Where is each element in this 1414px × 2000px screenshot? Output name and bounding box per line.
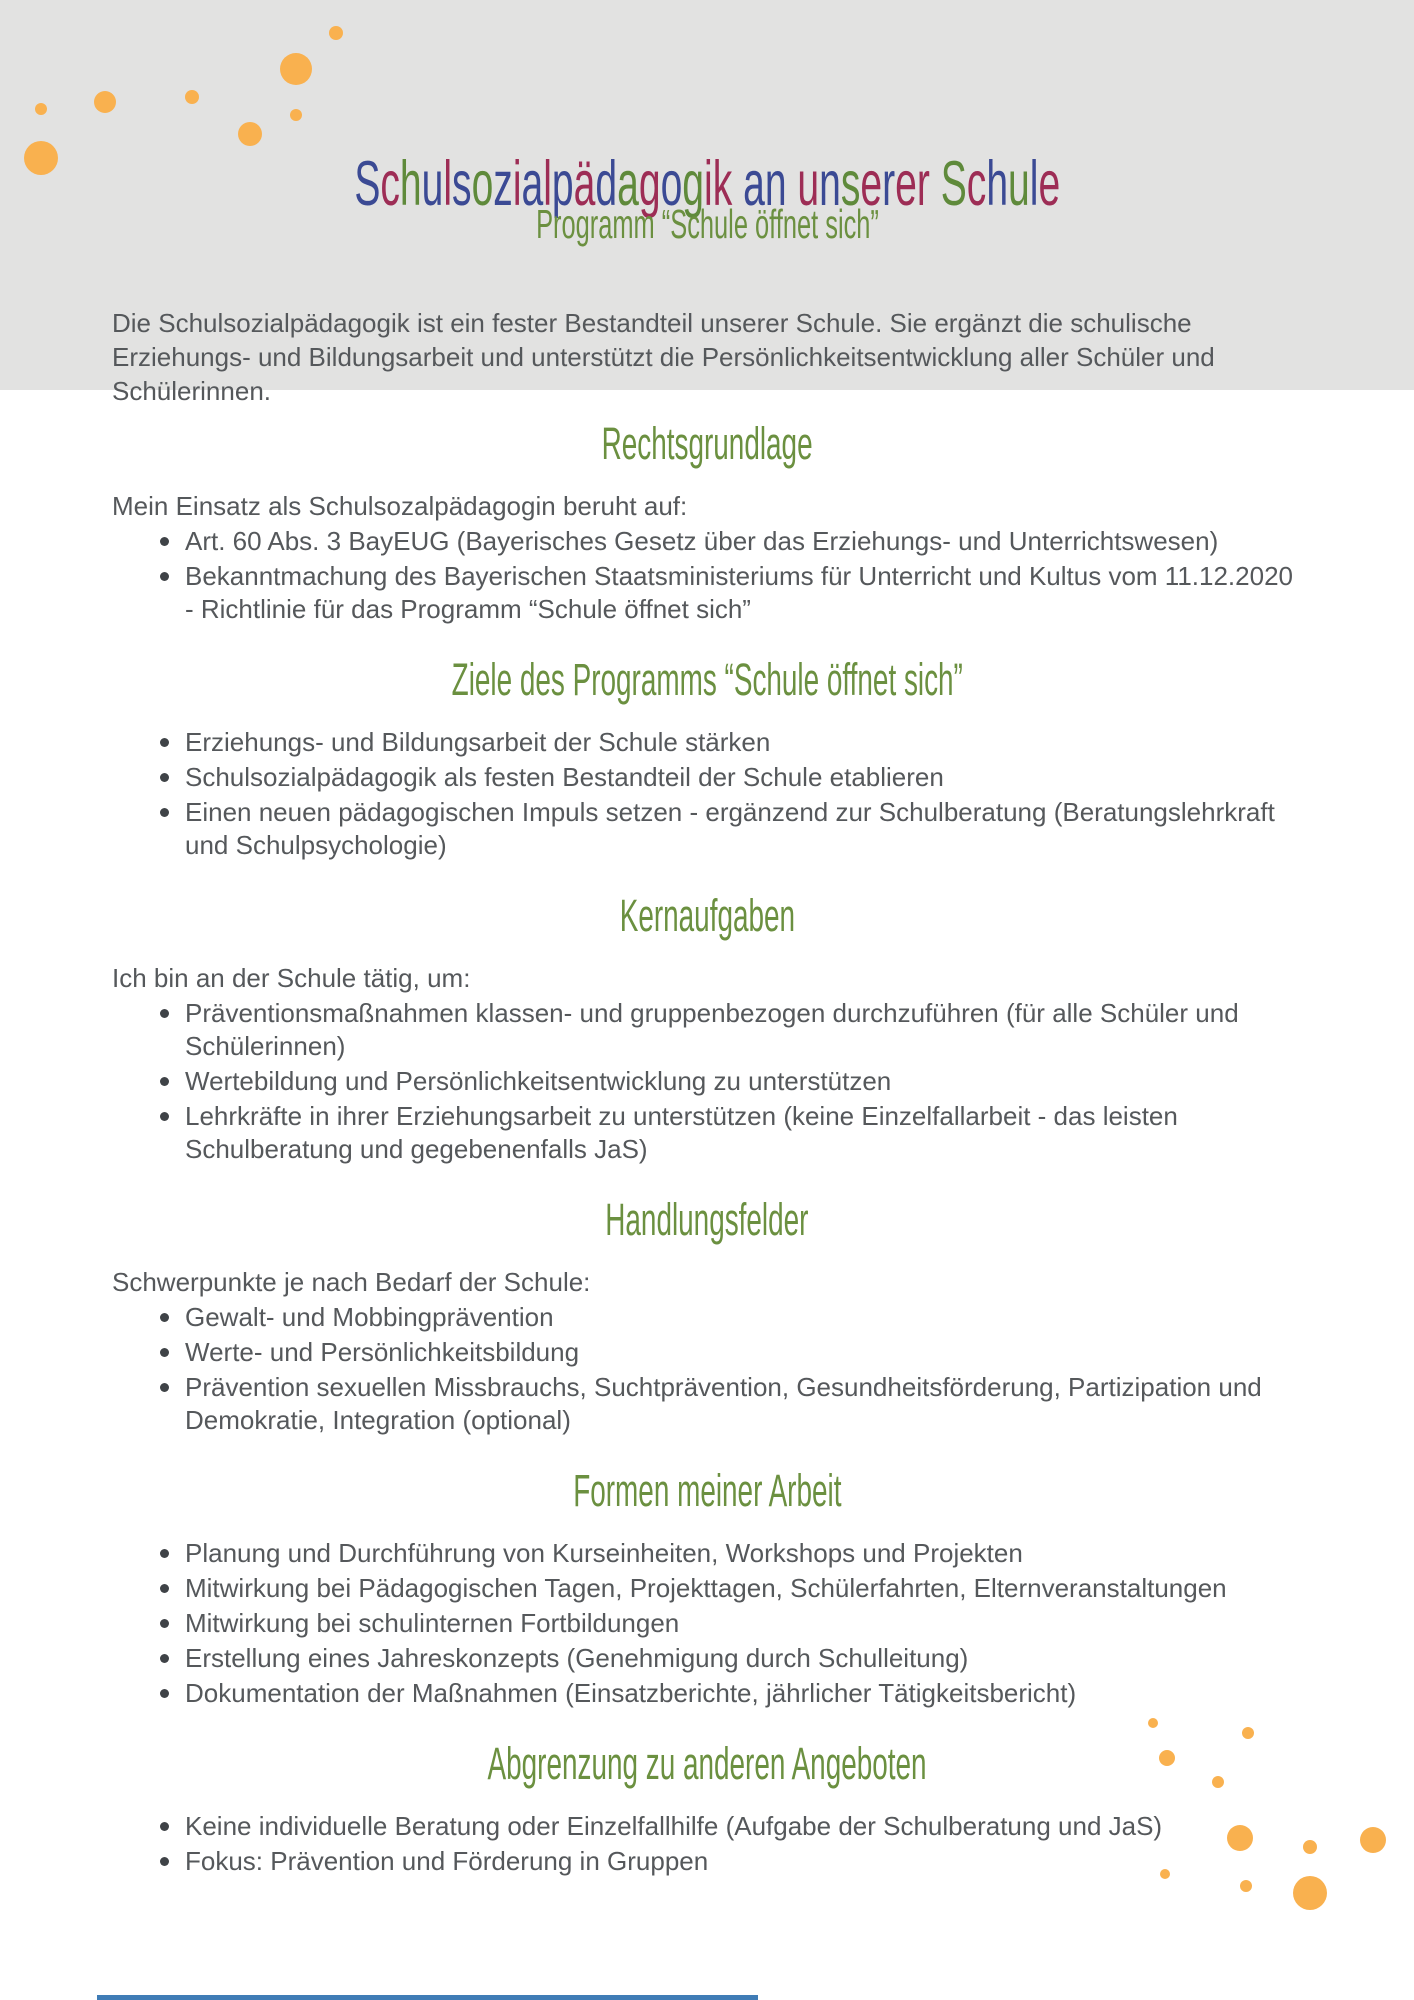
- decorative-dot: [238, 122, 262, 146]
- title-letter: g: [682, 149, 704, 220]
- title-letter: a: [742, 149, 765, 220]
- bullet-marker: [160, 1383, 169, 1392]
- bullet-item: [112, 1572, 1302, 1605]
- title-letter: h: [399, 149, 422, 220]
- decorative-dot: [290, 109, 302, 121]
- decorative-dot: [1293, 1876, 1327, 1910]
- bullet-marker: [160, 1689, 169, 1698]
- bullet-item: [112, 997, 1302, 1063]
- decorative-dot: [35, 103, 47, 115]
- section-lead: Schwerpunkte je nach Bedarf der Schule:: [112, 1267, 591, 1297]
- bullet-marker: [160, 1549, 169, 1558]
- section-bullet-list: [0, 997, 1414, 1166]
- decorative-dot: [280, 53, 312, 85]
- bullet-marker: [160, 808, 169, 817]
- title-letter: z: [493, 149, 513, 220]
- decorative-dot: [94, 91, 116, 113]
- bullet-item: [112, 1537, 1302, 1570]
- bullet-item: [112, 1301, 1302, 1334]
- title-letter: o: [660, 149, 683, 220]
- bullet-text: Gewalt- und Mobbingprävention: [185, 1302, 554, 1332]
- intro-paragraph: Die Schulsozialpädagogik ist ein fester Bestandteil unserer Schule. Sie ergänzt die schulische Erziehungs- und Bildungsarbeit und unterstützt die Persönlichkeitsentwicklung aller Schüler und Schülerinnen.: [112, 308, 1215, 406]
- bullet-item: [112, 1642, 1302, 1675]
- bullet-item: [112, 525, 1302, 558]
- decorative-dot: [329, 26, 343, 40]
- section-lead: Ich bin an der Schule tätig, um:: [112, 963, 471, 993]
- title-letter: n: [764, 149, 787, 220]
- section-heading: [0, 1196, 1414, 1244]
- bullet-text: Schulsozialpädagogik als festen Bestandteil der Schule etablieren: [185, 762, 944, 792]
- bullet-text: Erziehungs- und Bildungsarbeit der Schule stärken: [185, 727, 771, 757]
- section-heading: [0, 420, 1414, 468]
- title-letter: u: [1007, 149, 1030, 220]
- page-subtitle-text: Programm “Schule öffnet sich”: [535, 201, 879, 247]
- bullet-marker: [160, 1584, 169, 1593]
- section-heading-text: Abgrenzung zu anderen Angeboten: [487, 1738, 927, 1789]
- bullet-text: Einen neuen pädagogischen Impuls setzen - ergänzend zur Schulberatung (Beratungslehrkraft und Schulpsychologie): [185, 797, 1275, 860]
- title-letter: e: [860, 149, 882, 220]
- bullet-marker: [160, 1619, 169, 1628]
- title-letter: l: [1029, 149, 1039, 220]
- section-heading: [0, 656, 1414, 704]
- bullet-item: [112, 761, 1302, 794]
- title-letter: s: [451, 149, 472, 220]
- title-letter: h: [986, 149, 1008, 220]
- bottom-accent-bar: [97, 1995, 758, 2000]
- bullet-text: Dokumentation der Maßnahmen (Einsatzberichte, jährlicher Tätigkeitsbericht): [185, 1678, 1077, 1708]
- bullet-marker: [160, 773, 169, 782]
- bullet-marker: [160, 572, 169, 581]
- title-letter: l: [542, 149, 552, 220]
- bullet-text: Art. 60 Abs. 3 BayEUG (Bayerisches Gesetz über das Erziehungs- und Unterrichtswesen): [185, 526, 1219, 556]
- bullet-text: Keine individuelle Beratung oder Einzelfallhilfe (Aufgabe der Schulberatung und JaS): [185, 1811, 1163, 1841]
- section-bullet-list: [0, 1810, 1414, 1878]
- section-bullet-list: [0, 1537, 1414, 1710]
- bullet-text: Präventionsmaßnahmen klassen- und gruppenbezogen durchzuführen (für alle Schüler und Schülerinnen): [185, 998, 1239, 1061]
- section-heading-text: Rechtsgrundlage: [601, 418, 813, 469]
- bullet-item: [112, 1336, 1302, 1369]
- section-heading-text: Ziele des Programms “Schule öffnet sich”: [451, 654, 963, 705]
- bullet-marker: [160, 1654, 169, 1663]
- bullet-text: Prävention sexuellen Missbrauchs, Suchtprävention, Gesundheitsförderung, Partizipation und Demokratie, Integration (optional): [185, 1372, 1262, 1435]
- bullet-item: [112, 1607, 1302, 1640]
- section-heading-text: Formen meiner Arbeit: [572, 1465, 842, 1516]
- bullet-item: [112, 1677, 1302, 1710]
- bullet-text: Erstellung eines Jahreskonzepts (Genehmigung durch Schulleitung): [185, 1643, 969, 1673]
- bullet-item: [112, 560, 1302, 626]
- title-letter: i: [512, 149, 522, 220]
- title-letter: i: [703, 149, 713, 220]
- section-kernaufgaben: [0, 892, 1414, 1166]
- section-handlungsfelder: [0, 1196, 1414, 1437]
- bullet-text: Mitwirkung bei schulinternen Fortbildungen: [185, 1608, 680, 1638]
- bullet-marker: [160, 1857, 169, 1866]
- bullet-item: [112, 1810, 1302, 1843]
- title-letter: u: [421, 149, 444, 220]
- bullet-marker: [160, 738, 169, 747]
- section-lead: Mein Einsatz als Schulsozalpädagogin beruht auf:: [112, 491, 688, 521]
- bullet-marker: [160, 1313, 169, 1322]
- section-heading-text: Handlungsfelder: [605, 1194, 809, 1245]
- section-ziele: [0, 656, 1414, 862]
- section-formen-meiner-arbeit: [0, 1467, 1414, 1710]
- bullet-marker: [160, 1348, 169, 1357]
- bullet-item: [112, 726, 1302, 759]
- title-letter: r: [881, 149, 895, 220]
- decorative-dot: [1240, 1880, 1252, 1892]
- title-letter: k: [712, 149, 732, 220]
- title-letter: a: [521, 149, 543, 220]
- bullet-item: [112, 1371, 1302, 1437]
- bullet-marker: [160, 537, 169, 546]
- section-bullet-list: [0, 1301, 1414, 1437]
- bullet-text: Wertebildung und Persönlichkeitsentwicklung zu unterstützen: [185, 1066, 892, 1096]
- title-letter: e: [894, 149, 917, 220]
- title-letter: g: [638, 149, 661, 220]
- title-letter: e: [1038, 149, 1060, 220]
- bullet-item: [112, 796, 1302, 862]
- bullet-text: Bekanntmachung des Bayerischen Staatsministeriums für Unterricht und Kultus vom 11.12.2020 - Richtlinie für das Programm “Schule öffnet sich”: [185, 561, 1293, 624]
- title-letter: c: [380, 149, 400, 220]
- title-letter: d: [595, 149, 617, 220]
- title-letter: l: [443, 149, 452, 220]
- section-bullet-list: [0, 525, 1414, 626]
- bullet-item: [112, 1065, 1302, 1098]
- section-heading: [0, 1740, 1414, 1788]
- title-letter: r: [916, 149, 930, 220]
- title-letter: c: [966, 149, 987, 220]
- bullet-marker: [160, 1077, 169, 1086]
- title-letter: u: [797, 149, 819, 220]
- title-letter: s: [840, 149, 861, 220]
- bullet-text: Fokus: Prävention und Förderung in Gruppen: [185, 1846, 709, 1876]
- section-heading-text: Kernaufgaben: [619, 890, 795, 941]
- title-letter: ä: [573, 149, 596, 220]
- bullet-marker: [160, 1009, 169, 1018]
- page-subtitle: [0, 196, 1414, 252]
- title-letter: n: [818, 149, 841, 220]
- bullet-text: Planung und Durchführung von Kurseinheiten, Workshops und Projekten: [185, 1538, 1023, 1568]
- bullet-item: [112, 1100, 1302, 1166]
- section-heading: [0, 892, 1414, 940]
- title-letter: a: [616, 149, 639, 220]
- bullet-item: [112, 1845, 1302, 1878]
- title-letter: S: [940, 149, 967, 220]
- bullet-text: Mitwirkung bei Pädagogischen Tagen, Projekttagen, Schülerfahrten, Elternveranstaltungen: [185, 1573, 1227, 1603]
- title-letter: S: [354, 149, 381, 220]
- section-heading: [0, 1467, 1414, 1515]
- bullet-text: Lehrkräfte in ihrer Erziehungsarbeit zu unterstützen (keine Einzelfallarbeit - das leisten Schulberatung und gegebenenfalls JaS): [185, 1101, 1178, 1164]
- section-abgrenzung: [0, 1740, 1414, 1878]
- decorative-dot: [185, 90, 199, 104]
- sections-container: [0, 390, 1414, 1880]
- section-rechtsgrundlage: [0, 420, 1414, 626]
- bullet-marker: [160, 1822, 169, 1831]
- title-letter: p: [551, 149, 574, 220]
- section-bullet-list: [0, 726, 1414, 862]
- bullet-marker: [160, 1112, 169, 1121]
- title-letter: o: [471, 149, 494, 220]
- bullet-text: Werte- und Persönlichkeitsbildung: [185, 1337, 580, 1367]
